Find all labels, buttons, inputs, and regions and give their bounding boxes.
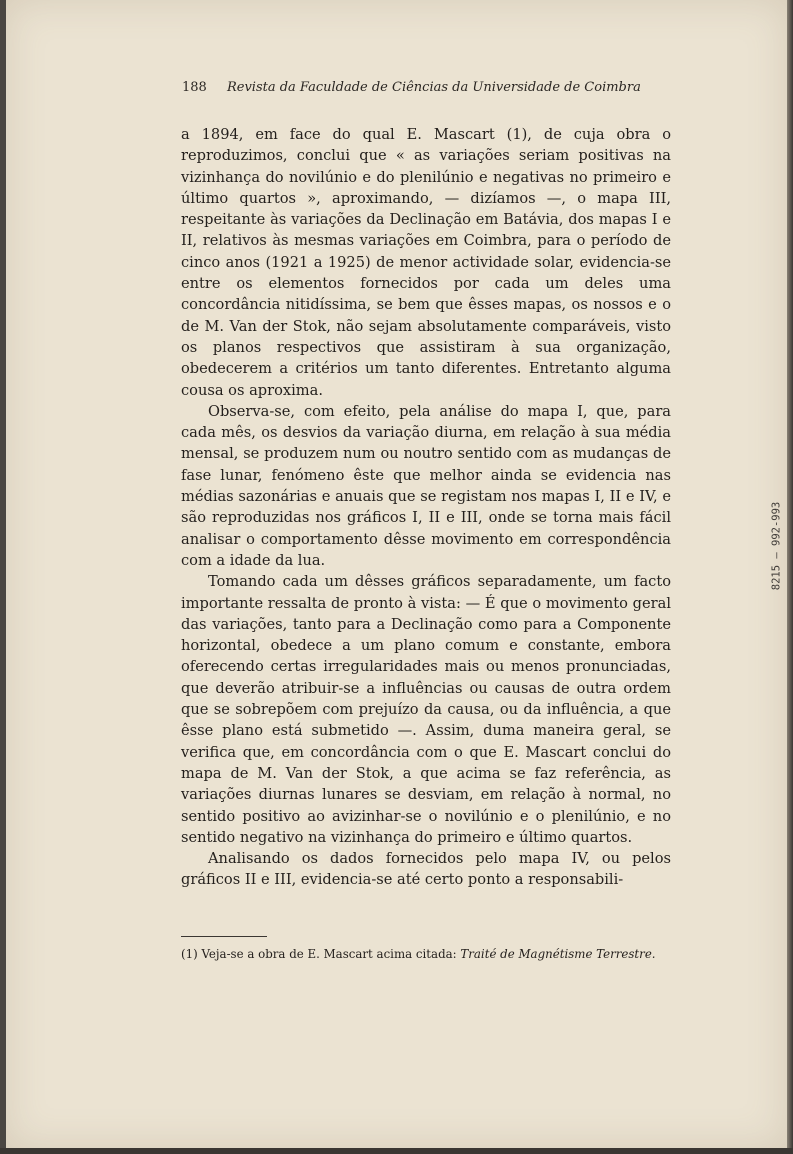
footnote-book-title: Traité de Magnétisme Terrestre. <box>460 947 656 961</box>
stamp-text: 8215 — 992-993 <box>770 501 783 591</box>
document-page <box>6 0 787 1148</box>
paragraph: Tomando cada um dêsses gráficos separadamente, um facto importante ressalta de pronto à vista: — É que o movimento geral das variações, tanto para a Declinação como para a Componente horizontal, obedece a um plano comum e constante, embora oferecendo certas irregularidades mais ou menos pronunciadas, que deverão atribuir-se a influências ou causas de outra ordem que se sobrepõem com prejuízo da causa, ou da influência, a que êsse plano está submetido —. Assim, duma maneira geral, se verifica que, em concordância com o que E. Mascart conclui do mapa de M. Van der Stok, a que acima se faz referência, as variações diurnas lunares se desviam, em relação à normal, no sentido positivo ao avizinhar-se o novilúnio e o plenilúnio, e no sentido negativo na vizinhança do primeiro e último quartos. <box>181 573 671 846</box>
page-edge-shadow <box>787 0 793 1154</box>
running-header <box>182 80 641 95</box>
footnote <box>181 945 671 963</box>
journal-title: Revista da Faculdade de Ciências da Universidade de Coimbra <box>226 80 641 95</box>
footnote-text: (1) Veja-se a obra de E. Mascart acima citada: <box>181 947 461 961</box>
footnote-divider <box>181 936 267 937</box>
page-bottom-edge <box>0 1148 793 1154</box>
paragraph: Observa-se, com efeito, pela análise do mapa I, que, para cada mês, os desvios da variação diurna, em relação à sua média mensal, se produzem num ou noutro sentido com as mudanças de fase lunar, fenómeno êste que melhor ainda se evidencia nas médias sazonárias e anuais que se registam nos mapas I, II e IV, e são reproduzidas nos gráficos I, II e III, onde se torna mais fácil analisar o comportamento dêsse movimento em correspondência com a idade da lua. <box>181 402 671 569</box>
paragraph: a 1894, em face do qual E. Mascart (1), de cuja obra o reproduzimos, conclui que « as variações seriam positivas na vizinhança do novilúnio e do plenilúnio e negativas no primeiro e último quartos », aproximando, — dizíamos —, o mapa III, respeitante às variações da Declinação em Batávia, dos mapas I e II, relativos às mesmas variações em Coimbra, para o período de cinco anos (1921 a 1925) de menor actividade solar, evidencia-se entre os elementos fornecidos por cada um deles uma concordância nitidíssima, se bem que êsses mapas, os nossos e o de M. Van der Stok, não sejam absolutamente comparáveis, visto os planos respectivos que assistiram à sua organização, obedecerem a critérios um tanto diferentes. Entretanto alguma cousa os aproxima. <box>181 126 671 399</box>
body-text <box>181 124 671 891</box>
paragraph: Analisando os dados fornecidos pelo mapa IV, ou pelos gráficos II e III, evidencia-se até certo ponto a responsabili- <box>181 850 671 889</box>
page-number: 188 <box>182 80 207 95</box>
library-stamp <box>768 501 784 591</box>
